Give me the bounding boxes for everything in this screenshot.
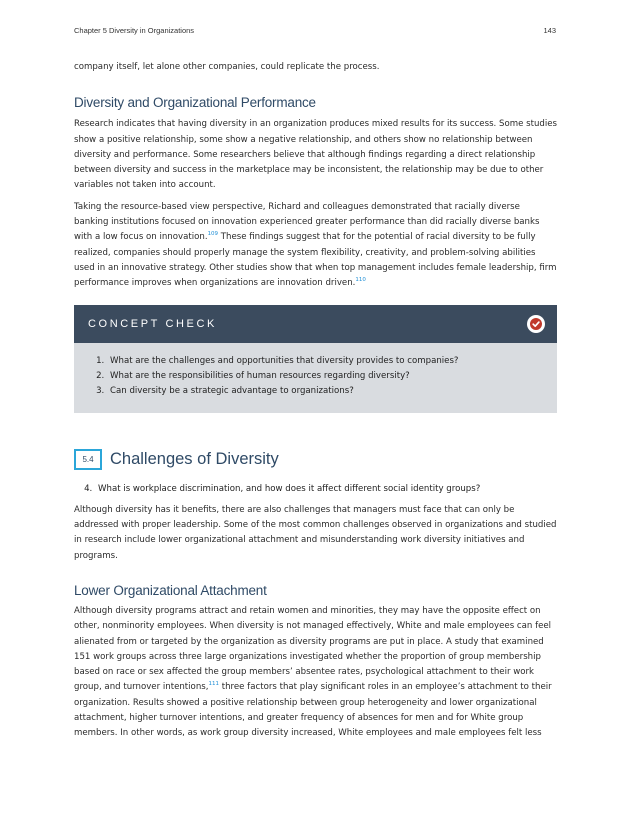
- paragraph-challenges: Although diversity has it benefits, there are also challenges that managers must face that can only be addressed with proper leadership. Some of the most common challenges observed in organizations and studied in research include lower organizational attachment and misunderstanding work diversity initiatives and programs.: [74, 504, 557, 561]
- page-content: [74, 60, 557, 742]
- checkmark-icon: [530, 318, 542, 330]
- concept-check-item: 1. What are the challenges and opportunities that diversity provides to companies?: [107, 354, 541, 369]
- paragraph-performance-2: [74, 200, 557, 292]
- section-heading-performance: Diversity and Organizational Performance: [74, 95, 316, 111]
- page-number: 143: [543, 26, 556, 35]
- check-circle-icon: [527, 315, 545, 333]
- paragraph-attachment: [74, 604, 557, 742]
- paragraph-text: These findings suggest that for the potential of racial diversity to be fully realized, companies should properly manage the system flexibility, creativity, and problem-solving abilities used in an innovative strategy. Other studies show that when top management includes female leadership, firm performance improves when organizations are innovation driven.: [74, 232, 557, 289]
- intro-line: company itself, let alone other companies, could replicate the process.: [74, 62, 380, 72]
- chapter-title: Chapter 5 Diversity in Organizations: [74, 26, 195, 35]
- footnote-ref[interactable]: 110: [355, 277, 366, 284]
- concept-check-title: CONCEPT CHECK: [88, 317, 217, 330]
- concept-check-item: 2. What are the responsibilities of human resources regarding diversity?: [107, 369, 541, 384]
- learning-objective-list: [74, 482, 557, 497]
- section-header-5-4: [74, 449, 557, 470]
- paragraph-text: Although diversity programs attract and retain women and minorities, they may have the opposite effect on other, nonminority employees. When diversity is not managed effectively, White and male employees can feel alienated from or targeted by the organization as diversity programs are put in place. A study that examined 151 work groups across three large organizations investigated whether the proportion of group membership based on race or sex affected the group members’ absentee rates, psychological attachment to their work group, and turnover intentions,: [74, 605, 552, 693]
- concept-check-item: 3. Can diversity be a strategic advantage to organizations?: [107, 384, 541, 399]
- concept-check-list: [74, 343, 557, 414]
- concept-check-header: [74, 305, 557, 343]
- paragraph-performance-1: Research indicates that having diversity in an organization produces mixed results for its success. Some studies show a positive relationship, some show a negative relationship, and others show no relationship between diversity and performance. Some researchers believe that although findings regarding a direct relationship between diversity and success in the marketplace may be inconsistent, the relationship may be due to other variables not taken into account.: [74, 119, 558, 191]
- concept-check-box: [74, 305, 557, 414]
- footnote-ref[interactable]: 109: [207, 231, 219, 238]
- learning-objective: 4. What is workplace discrimination, and how does it affect different social identity groups?: [95, 482, 557, 497]
- section-title: Challenges of Diversity: [110, 450, 279, 469]
- footnote-ref[interactable]: 111: [208, 681, 219, 688]
- section-number-badge: 5.4: [74, 449, 102, 470]
- paragraph-text: Taking the resource-based view perspective, Richard and colleagues demonstrated that racially diverse banking institutions focused on innovation experienced greater performance than did racially diverse banks with a low focus on innovation.: [74, 201, 540, 243]
- section-heading-attachment: Lower Organizational Attachment: [74, 582, 267, 598]
- paragraph-text: three factors that play significant roles in an employee’s attachment to their organization. Results showed a positive relationship between group heterogeneity and lower organizational attachment, higher turnover intentions, and greater frequency of absences for men and for White group members. In other words, as work group diversity increased, White employees and male employees felt less: [74, 682, 552, 739]
- running-header: [74, 26, 556, 35]
